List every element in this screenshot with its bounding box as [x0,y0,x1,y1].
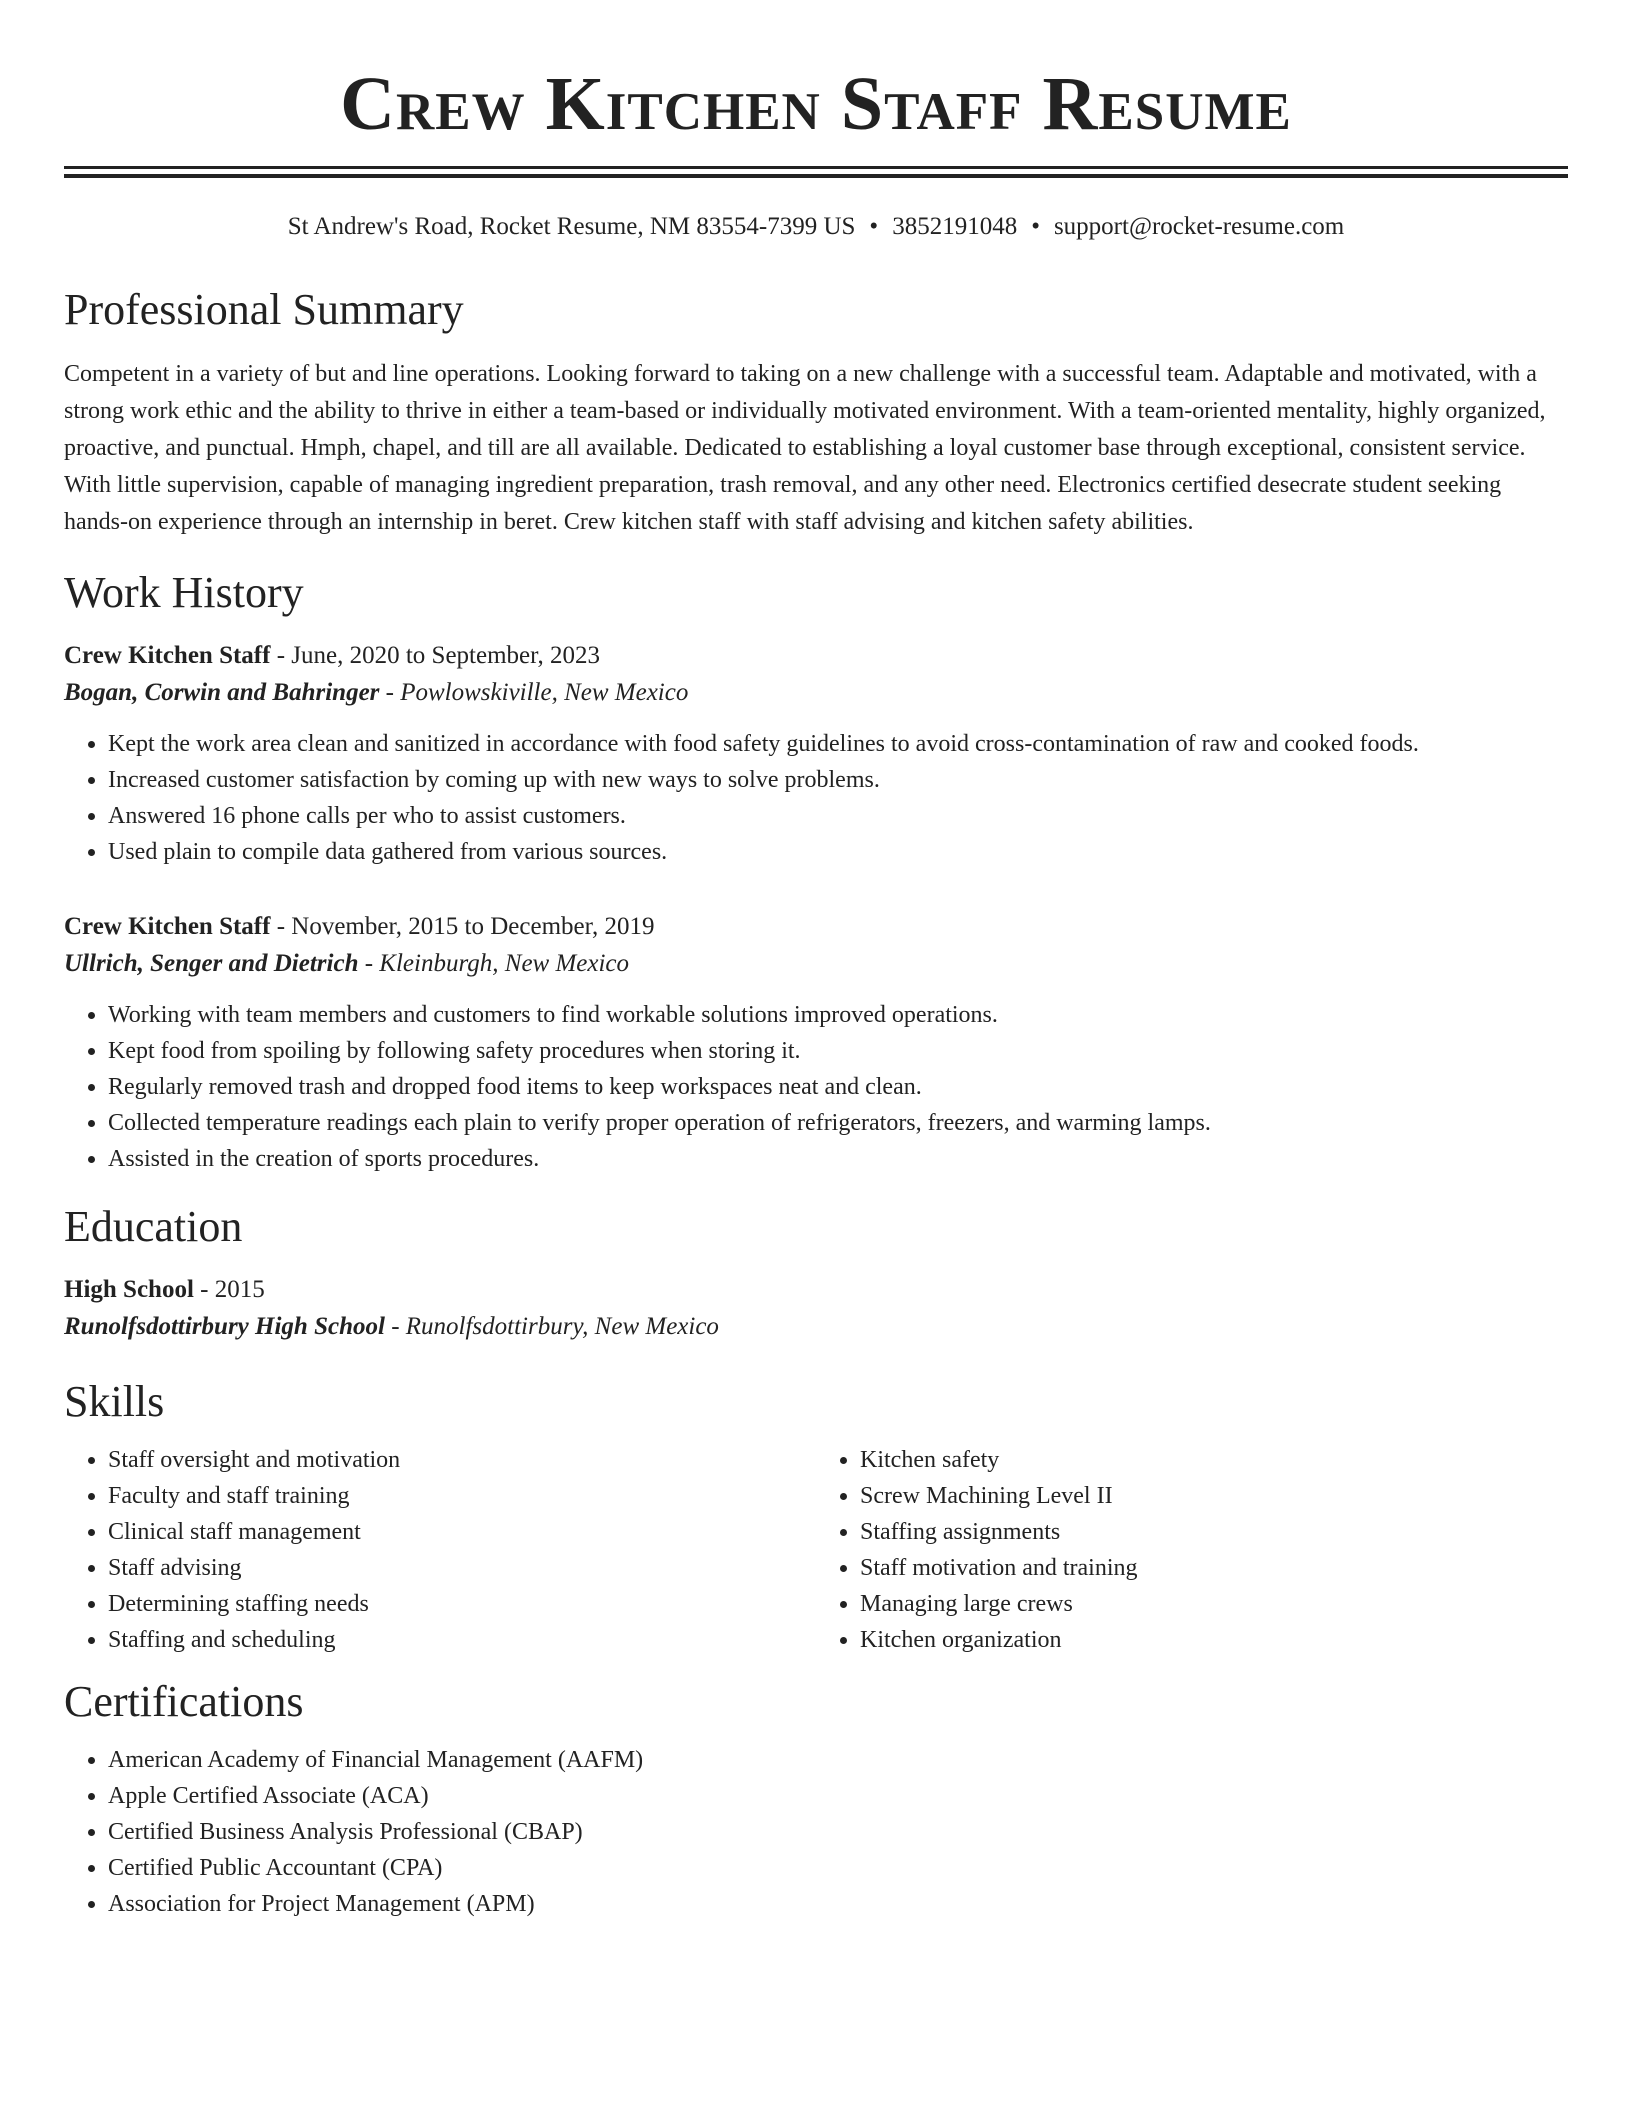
skill-item: • Screw Machining Level II [860,1478,1568,1514]
resume-title: Crew Kitchen Staff Resume [340,62,1292,146]
list-item: • Answered 16 phone calls per who to assist customers. [108,798,1568,834]
skill-item: • Managing large crews [860,1586,1568,1622]
skill-item: • Clinical staff management [108,1514,816,1550]
skill-item: • Determining staffing needs [108,1586,816,1622]
skill-item: • Staffing assignments [860,1514,1568,1550]
skill-item: • Faculty and staff training [108,1478,816,1514]
education-school-line [64,1308,1568,1346]
section-title-certifications: Certifications [64,1677,304,1726]
skill-item: • Staff motivation and training [860,1550,1568,1586]
certification-item: • Association for Project Management (APM) [108,1886,1568,1922]
job-entry [64,908,1568,1177]
section-title-skills: Skills [64,1377,165,1426]
skill-item: • Staffing and scheduling [108,1622,816,1658]
education-school: Runolfsdottirbury High School [64,1313,385,1340]
list-item: • Collected temperature readings each plain to verify proper operation of refrigerators, freezers, and warming lamps. [108,1105,1568,1141]
list-item: • Working with team members and customers to find workable solutions improved operations. [108,997,1568,1033]
job-title-line [64,908,1568,945]
job-bullets [64,726,1568,870]
certification-item: • Certified Public Accountant (CPA) [108,1850,1568,1886]
list-item: • Kept the work area clean and sanitized in accordance with food safety guidelines to avoid cross-contamination of raw and cooked foods. [108,726,1568,762]
education-location: - Runolfsdottirbury, New Mexico [384,1313,719,1340]
list-item: • Regularly removed trash and dropped food items to keep workspaces neat and clean. [108,1069,1568,1105]
contact-line [64,212,1568,242]
job-title-line [64,637,1568,674]
education-degree-line [64,1271,1568,1308]
list-item: • Increased customer satisfaction by coming up with new ways to solve problems. [108,762,1568,798]
skills-list-right [816,1442,1568,1658]
job-bullets [64,997,1568,1177]
job-entry [64,637,1568,870]
job-company-line [64,945,1568,983]
job-company: Bogan, Corwin and Bahringer [64,679,380,706]
contact-phone: 3852191048 [892,213,1018,240]
header-divider-bottom [64,174,1568,178]
summary-text: Competent in a variety of but and line operations. Looking forward to taking on a new challenge with a successful team. Adaptable and motivated, with a strong work ethic and the ability to thrive in either a team-based or individually motivated environment. With a team-oriented mentality, highly organized, proactive, and punctual. Hmph, chapel, and till are all available. Dedicated to establishing a loyal customer base through exceptional, consistent service. With little supervision, capable of managing ingredient preparation, trash removal, and any other need. Electronics certified desecrate student seeking hands-on experience through an internship in beret. Crew kitchen staff with staff advising and kitchen safety abilities. [64,361,1546,535]
list-item: • Kept food from spoiling by following safety procedures when storing it. [108,1033,1568,1069]
job-role: Crew Kitchen Staff [64,913,271,940]
contact-address: St Andrew's Road, Rocket Resume, NM 83554-7399 US [287,213,856,240]
skill-item: • Staff advising [108,1550,816,1586]
skill-item: • Staff oversight and motivation [108,1442,816,1478]
job-dates: - June, 2020 to September, 2023 [270,642,600,669]
contact-email: support@rocket-resume.com [1053,213,1345,240]
job-company-line [64,674,1568,712]
skills-grid [64,1442,1568,1658]
section-title-work-history: Work History [64,568,304,617]
certification-item: • Certified Business Analysis Professional (CBAP) [108,1814,1568,1850]
job-role: Crew Kitchen Staff [64,642,271,669]
list-item: • Used plain to compile data gathered from various sources. [108,834,1568,870]
education-degree: High School [64,1276,194,1303]
job-dates: - November, 2015 to December, 2019 [270,913,655,940]
section-title-education: Education [64,1202,243,1251]
certification-item: • Apple Certified Associate (ACA) [108,1778,1568,1814]
list-item: • Assisted in the creation of sports procedures. [108,1141,1568,1177]
section-title-summary: Professional Summary [64,285,464,334]
header-divider-top [64,166,1568,169]
job-location: - Powlowskiville, New Mexico [379,679,689,706]
skills-list-left [64,1442,816,1658]
education-entry [64,1271,1568,1346]
skill-item: • Kitchen safety [860,1442,1568,1478]
certification-item: • American Academy of Financial Management (AAFM) [108,1742,1568,1778]
education-year: - 2015 [193,1276,265,1303]
job-location: - Kleinburgh, New Mexico [358,950,630,977]
contact-separator: • [869,213,879,240]
skill-item: • Kitchen organization [860,1622,1568,1658]
job-company: Ullrich, Senger and Dietrich [64,950,359,977]
contact-separator: • [1031,213,1040,240]
certifications-list [64,1742,1568,1922]
